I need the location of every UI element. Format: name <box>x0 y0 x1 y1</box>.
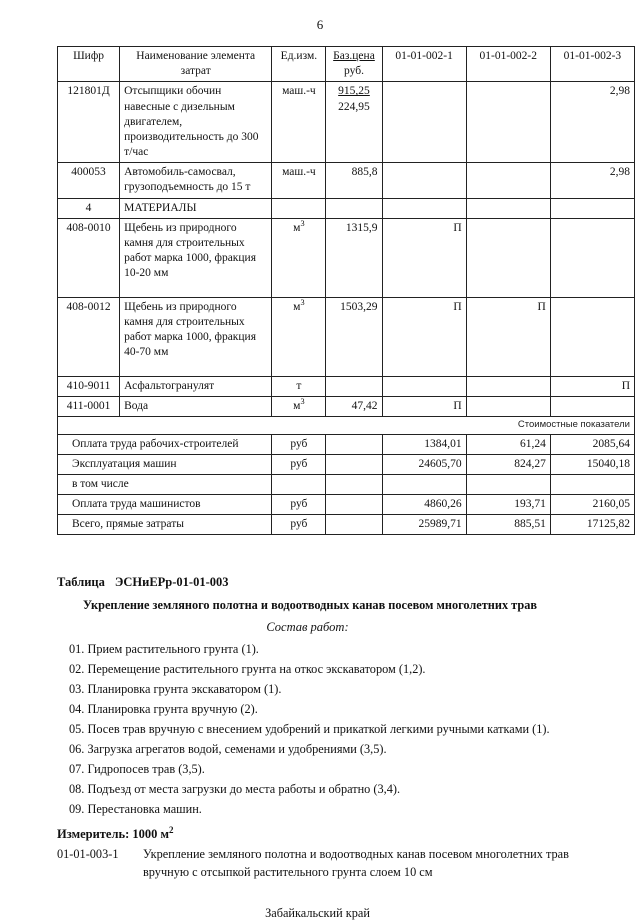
header-cell-unit: Ед.изм. <box>272 47 326 82</box>
summary-row <box>58 495 635 515</box>
summary-price <box>326 474 382 494</box>
cell-variant-1: П <box>382 297 466 376</box>
cell-price: 1315,9 <box>326 218 382 297</box>
summary-label: Оплата труда машинистов <box>58 495 272 515</box>
cost-table-header <box>58 47 635 82</box>
section-cell-unit <box>272 198 326 218</box>
summary-label: Оплата труда рабочих-строителей <box>58 434 272 454</box>
summary-variant-2: 61,24 <box>466 434 550 454</box>
header-cell-variant-2: 01-01-002-2 <box>466 47 550 82</box>
final-entry-code: 01-01-003-1 <box>57 847 119 862</box>
cell-price <box>326 376 382 396</box>
summary-unit <box>272 474 326 494</box>
summary-variant-1 <box>382 474 466 494</box>
table-row <box>58 396 635 416</box>
cell-price <box>326 82 382 163</box>
cell-unit <box>272 376 326 396</box>
summary-variant-3: 2085,64 <box>550 434 634 454</box>
summary-variant-2: 885,51 <box>466 515 550 535</box>
summary-variant-1: 25989,71 <box>382 515 466 535</box>
cell-unit <box>272 297 326 376</box>
document-body <box>0 573 640 922</box>
summary-row <box>58 454 635 474</box>
list-item: 04. Планировка грунта вручную (2). <box>69 702 258 717</box>
cell-variant-1: П <box>382 396 466 416</box>
summary-unit: руб <box>272 495 326 515</box>
section-row-materials <box>58 198 635 218</box>
summary-row <box>58 474 635 494</box>
table-row <box>58 163 635 198</box>
cell-variant-2 <box>466 218 550 297</box>
section-number: 4 <box>58 198 120 218</box>
cell-variant-3: П <box>550 376 634 396</box>
table-row <box>58 82 635 163</box>
table-title <box>57 573 628 592</box>
works-heading: Состав работ: <box>266 619 349 634</box>
cell-code: 408-0012 <box>58 297 120 376</box>
cell-variant-3: 2,98 <box>550 82 634 163</box>
measure-line <box>57 825 628 844</box>
cell-price-denominator: 224,95 <box>338 100 370 113</box>
region-label: Забайкальский край <box>265 905 370 920</box>
section-cell-variant-3 <box>550 198 634 218</box>
cost-table-body <box>58 82 635 535</box>
summary-unit: руб <box>272 515 326 535</box>
cell-price: 47,42 <box>326 396 382 416</box>
cell-unit <box>272 218 326 297</box>
cell-variant-3: 2,98 <box>550 163 634 198</box>
cell-unit: маш.-ч <box>272 82 326 163</box>
header-price-line2: руб. <box>344 65 364 78</box>
table-title-code: ЭСНиЕРр-01-01-003 <box>114 575 229 590</box>
header-cell-code: Шифр <box>58 47 120 82</box>
list-item: 09. Перестановка машин. <box>69 801 202 816</box>
summary-label: Всего, прямые затраты <box>58 515 272 535</box>
list-item: 07. Гидропосев трав (3,5). <box>69 761 205 776</box>
list-item: 01. Прием растительного грунта (1). <box>69 642 259 657</box>
unit-superscript: 3 <box>300 297 305 307</box>
list-item: 08. Подъезд от места загрузки до места работы и обратно (3,4). <box>69 781 401 796</box>
cell-price: 1503,29 <box>326 297 382 376</box>
cell-code: 410-9011 <box>58 376 120 396</box>
table-title-label: Таблица <box>57 575 105 590</box>
cost-table <box>57 46 635 535</box>
table-row <box>58 376 635 396</box>
cell-unit <box>272 396 326 416</box>
list-item: 06. Загрузка агрегатов водой, семенами и удобрениями (3,5). <box>69 741 387 756</box>
summary-variant-1: 24605,70 <box>382 454 466 474</box>
summary-row <box>58 434 635 454</box>
header-cell-variant-3: 01-01-002-3 <box>550 47 634 82</box>
measure-label: Измеритель: 1000 м <box>57 826 170 841</box>
cell-code: 411-0001 <box>58 396 120 416</box>
header-price-line1: Баз.цена <box>333 50 375 62</box>
cell-name: Вода <box>120 396 272 416</box>
unit-text: т <box>296 379 302 392</box>
header-row <box>58 47 635 82</box>
unit-text: м <box>293 399 301 412</box>
list-item: 05. Посев трав вручную с внесением удобрений и прикаткой легкими ручными катками (1). <box>69 722 550 737</box>
summary-variant-2: 193,71 <box>466 495 550 515</box>
cell-name: Автомобиль-самосвал, грузоподъемность до 15 т <box>120 163 272 198</box>
section-cell-price <box>326 198 382 218</box>
cell-name: Щебень из природного камня для строительных работ марка 1000, фракция 40-70 мм <box>120 297 272 376</box>
cell-name: Отсыпщики обочин навесные с дизельным двигателем, производительность до 300 т/час <box>120 82 272 163</box>
summary-variant-3: 2160,05 <box>550 495 634 515</box>
final-entry-text: Укрепление земляного полотна и водоотводных канав посевом многолетних трав вручную с отсыпкой растительного грунта слоем 10 см <box>143 847 569 880</box>
summary-unit: руб <box>272 454 326 474</box>
cell-variant-2 <box>466 376 550 396</box>
cell-variant-1 <box>382 82 466 163</box>
header-cell-price <box>326 47 382 82</box>
cell-variant-3 <box>550 297 634 376</box>
table-row <box>58 297 635 376</box>
summary-variant-2 <box>466 474 550 494</box>
unit-superscript: 3 <box>300 218 305 228</box>
table-subtitle: Укрепление земляного полотна и водоотводных канав посевом многолетних трав <box>83 598 537 613</box>
summary-price <box>326 495 382 515</box>
summary-variant-2: 824,27 <box>466 454 550 474</box>
summary-variant-1: 4860,26 <box>382 495 466 515</box>
header-cell-variant-1: 01-01-002-1 <box>382 47 466 82</box>
header-name-line1: Наименование элемента <box>136 50 256 62</box>
final-entry <box>57 846 628 882</box>
header-cell-name <box>120 47 272 82</box>
summary-variant-3: 17125,82 <box>550 515 634 535</box>
cell-code: 121801Д <box>58 82 120 163</box>
summary-row <box>58 515 635 535</box>
summary-price <box>326 454 382 474</box>
cell-price-numerator: 915,25 <box>338 85 370 98</box>
unit-superscript: 3 <box>300 397 305 407</box>
summary-variant-3 <box>550 474 634 494</box>
summary-price <box>326 515 382 535</box>
section-cell-variant-2 <box>466 198 550 218</box>
summary-price <box>326 434 382 454</box>
cell-variant-3 <box>550 396 634 416</box>
works-list <box>57 640 628 819</box>
header-name-line2: затрат <box>180 65 211 78</box>
cost-table-container <box>57 46 635 535</box>
unit-text: м <box>293 300 301 313</box>
section-cell-variant-1 <box>382 198 466 218</box>
cell-variant-2 <box>466 163 550 198</box>
cell-variant-1 <box>382 163 466 198</box>
cell-variant-1 <box>382 376 466 396</box>
cost-indicators-label: Стоимостные показатели <box>58 417 635 435</box>
section-title: МАТЕРИАЛЫ <box>120 198 272 218</box>
list-item: 02. Перемещение растительного грунта на откос экскаватором (1,2). <box>69 662 426 677</box>
cell-variant-2 <box>466 396 550 416</box>
table-row <box>58 218 635 297</box>
cell-code: 400053 <box>58 163 120 198</box>
cell-variant-2: П <box>466 297 550 376</box>
summary-variant-1: 1384,01 <box>382 434 466 454</box>
cell-variant-2 <box>466 82 550 163</box>
summary-unit: руб <box>272 434 326 454</box>
unit-text: м <box>293 221 301 234</box>
summary-label: Эксплуатация машин <box>58 454 272 474</box>
page-number: 6 <box>316 17 324 32</box>
cell-unit: маш.-ч <box>272 163 326 198</box>
cell-price: 885,8 <box>326 163 382 198</box>
cell-code: 408-0010 <box>58 218 120 297</box>
cost-indicators-row <box>58 417 635 435</box>
summary-label: в том числе <box>58 474 272 494</box>
list-item: 03. Планировка грунта экскаватором (1). <box>69 682 282 697</box>
cell-name: Щебень из природного камня для строительных работ марка 1000, фракция 10-20 мм <box>120 218 272 297</box>
cell-name: Асфальтогранулят <box>120 376 272 396</box>
measure-superscript: 2 <box>169 824 174 835</box>
cell-variant-1: П <box>382 218 466 297</box>
summary-variant-3: 15040,18 <box>550 454 634 474</box>
cell-variant-3 <box>550 218 634 297</box>
